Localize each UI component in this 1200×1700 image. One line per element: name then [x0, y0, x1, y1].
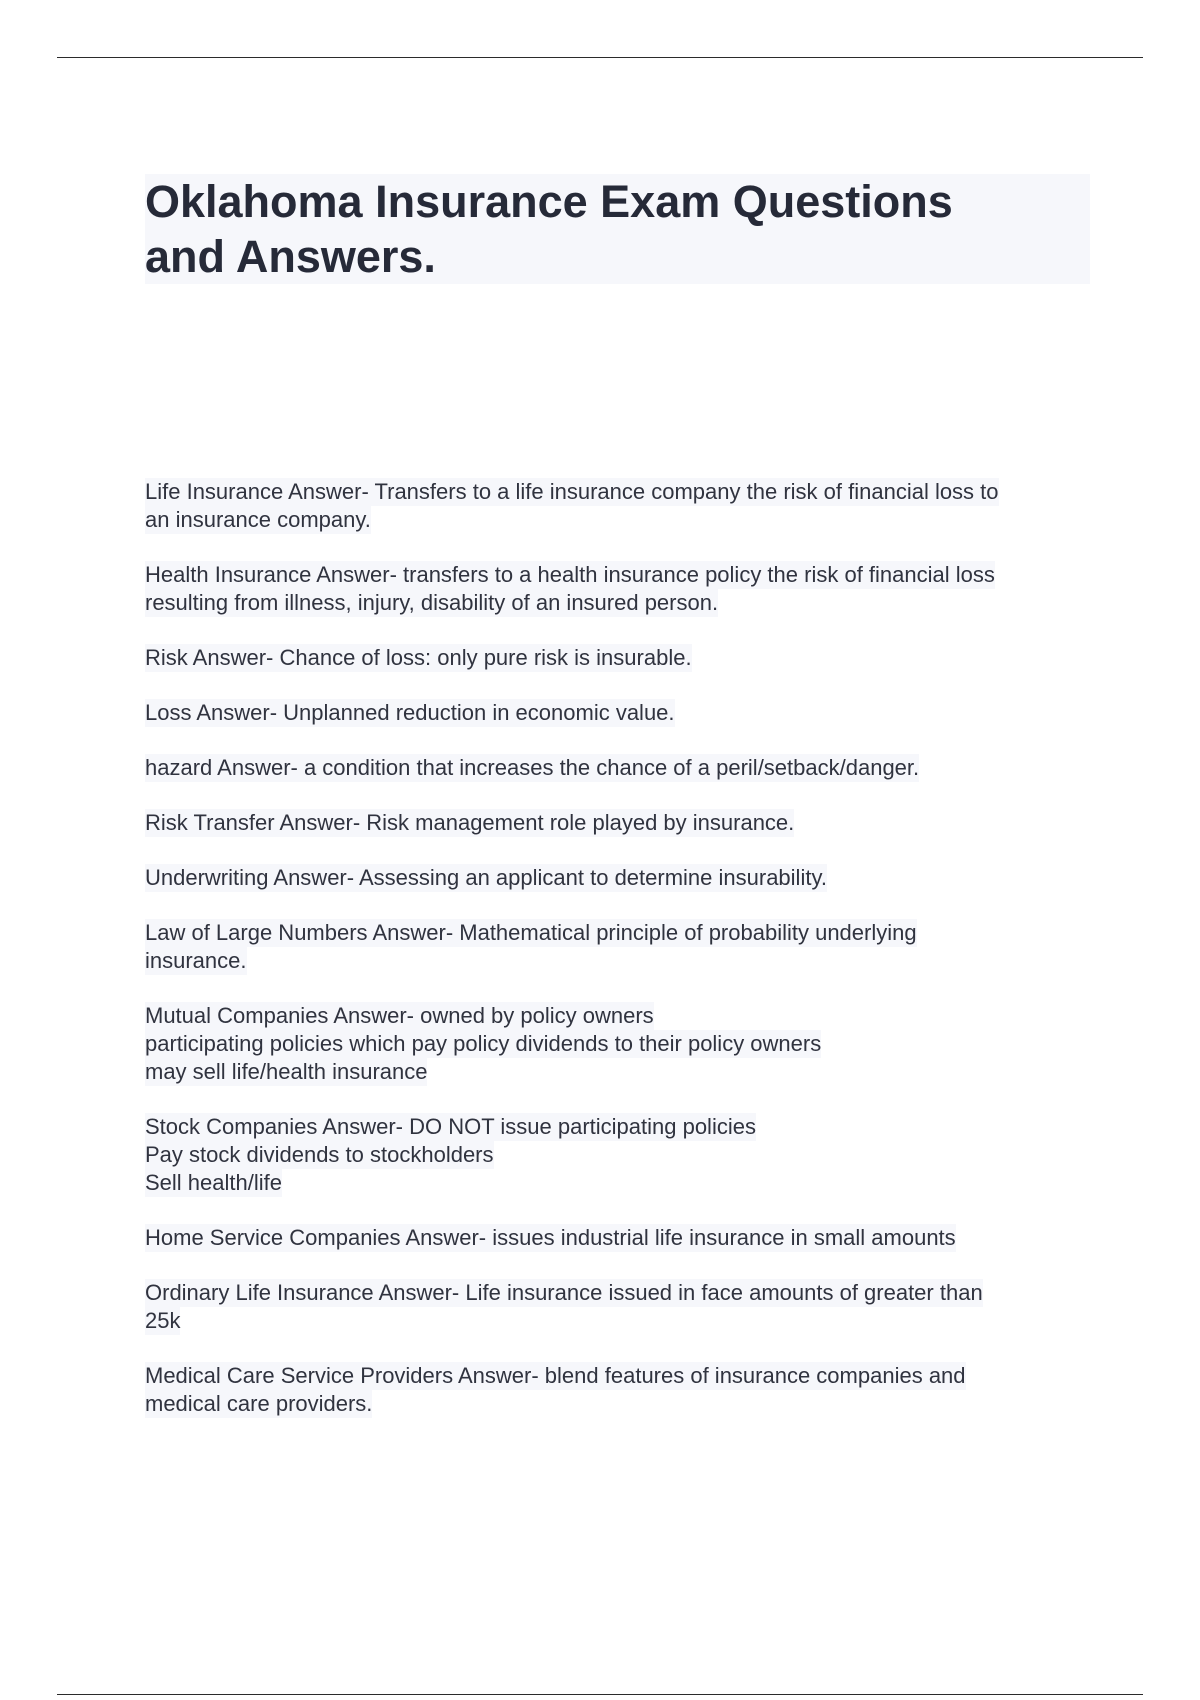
qa-line: Ordinary Life Insurance Answer- Life insurance issued in face amounts of greater than	[145, 1280, 983, 1305]
qa-item	[145, 1224, 1090, 1252]
qa-line: Sell health/life	[145, 1170, 282, 1195]
qa-item	[145, 1279, 1090, 1335]
qa-item	[145, 754, 1090, 782]
qa-line: Stock Companies Answer- DO NOT issue participating policies	[145, 1114, 756, 1139]
qa-line: Medical Care Service Providers Answer- blend features of insurance companies and	[145, 1363, 966, 1388]
qa-line: 25k	[145, 1308, 181, 1333]
qa-line: may sell life/health insurance	[145, 1059, 428, 1084]
qa-item	[145, 1002, 1090, 1086]
qa-line: resulting from illness, injury, disability of an insured person.	[145, 590, 719, 615]
qa-line: insurance.	[145, 948, 247, 973]
qa-line: hazard Answer- a condition that increases the chance of a peril/setback/danger.	[145, 755, 920, 780]
qa-line: participating policies which pay policy dividends to their policy owners	[145, 1031, 822, 1056]
qa-item	[145, 809, 1090, 837]
qa-line: medical care providers.	[145, 1391, 373, 1416]
qa-line: Health Insurance Answer- transfers to a health insurance policy the risk of financial loss	[145, 562, 995, 587]
qa-line: Risk Transfer Answer- Risk management role played by insurance.	[145, 810, 795, 835]
qa-line: Underwriting Answer- Assessing an applicant to determine insurability.	[145, 865, 827, 890]
qa-item	[145, 919, 1090, 975]
qa-line: Life Insurance Answer- Transfers to a life insurance company the risk of financial loss to	[145, 479, 999, 504]
title-line: Oklahoma Insurance Exam Questions	[145, 176, 953, 227]
qa-line: Mutual Companies Answer- owned by policy owners	[145, 1003, 654, 1028]
qa-line: Risk Answer- Chance of loss: only pure risk is insurable.	[145, 645, 692, 670]
qa-item	[145, 1362, 1090, 1418]
bottom-rule	[57, 1694, 1143, 1695]
page-title	[145, 174, 1090, 284]
qa-item	[145, 1113, 1090, 1197]
qa-item	[145, 864, 1090, 892]
top-rule	[57, 57, 1143, 58]
qa-item	[145, 561, 1090, 617]
qa-line: Loss Answer- Unplanned reduction in economic value.	[145, 700, 675, 725]
qa-line: an insurance company.	[145, 507, 371, 532]
qa-item	[145, 644, 1090, 672]
title-line: and Answers.	[145, 231, 436, 282]
qa-item	[145, 699, 1090, 727]
qa-line: Law of Large Numbers Answer- Mathematical principle of probability underlying	[145, 920, 917, 945]
qa-item	[145, 478, 1090, 534]
qa-line: Pay stock dividends to stockholders	[145, 1142, 494, 1167]
qa-line: Home Service Companies Answer- issues industrial life insurance in small amounts	[145, 1225, 956, 1250]
qa-list	[145, 478, 1090, 1445]
